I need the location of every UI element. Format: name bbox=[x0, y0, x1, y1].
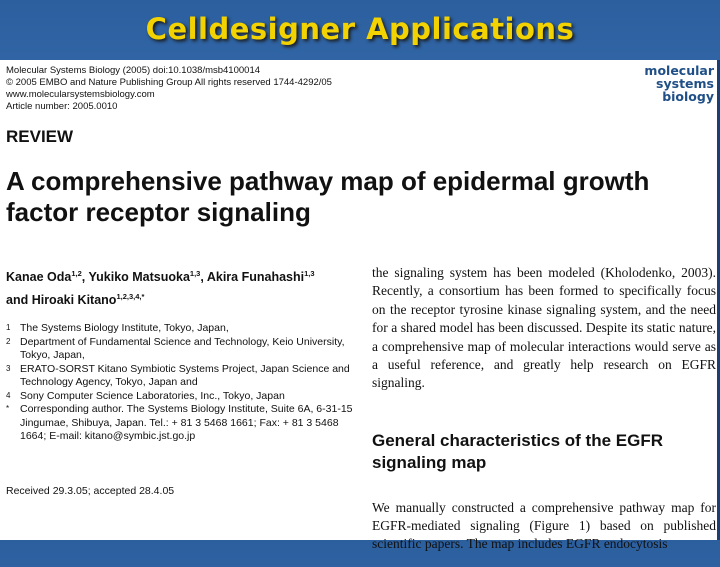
affiliation-text: Corresponding author. The Systems Biology Institute, Suite 6A, 6-31-15 Jingumae, Shibuya, Japan. Tel.: + 81 3 5468 1661; Fax: + 81 3 5468 1664; E-mail: kitano@symbic.jst.go.jp bbox=[20, 403, 353, 442]
author-separator: , bbox=[200, 270, 207, 285]
author-name: Akira Funahashi bbox=[206, 270, 305, 285]
article-number: Article number: 2005.0010 bbox=[6, 101, 118, 112]
author-name: Kanae Oda bbox=[6, 270, 72, 285]
affiliation-text: Sony Computer Science Laboratories, Inc., Tokyo, Japan bbox=[20, 389, 285, 402]
author-affiliation-marks: 1,3 bbox=[189, 269, 201, 278]
affiliation-list bbox=[6, 322, 361, 444]
logo-line: molecular bbox=[644, 63, 714, 78]
affiliation-mark: 4 bbox=[6, 390, 11, 400]
affiliation-text: The Systems Biology Institute, Tokyo, Japan, bbox=[20, 322, 229, 334]
affiliation-item bbox=[6, 322, 361, 336]
affiliation-mark: * bbox=[6, 404, 10, 413]
affiliation-item bbox=[6, 363, 361, 390]
affiliation-item bbox=[6, 390, 361, 404]
author-name: and Hiroaki Kitano bbox=[6, 293, 117, 308]
journal-logo bbox=[644, 64, 714, 103]
affiliation-mark: 2 bbox=[6, 336, 11, 346]
received-dates: Received 29.3.05; accepted 28.4.05 bbox=[6, 485, 175, 497]
body-paragraph: We manually constructed a comprehensive pathway map for EGFR-mediated signaling (Figure 1) based on published scientific papers. The map includes EGFR endocytosis bbox=[372, 499, 716, 552]
affiliation-mark: 3 bbox=[6, 363, 11, 373]
journal-citation: Molecular Systems Biology (2005) doi:10.1038/msb4100014 bbox=[6, 65, 261, 76]
logo-line: biology bbox=[662, 89, 714, 104]
body-text-column bbox=[372, 264, 716, 393]
logo-line: systems bbox=[656, 76, 714, 91]
section-body bbox=[372, 485, 716, 567]
body-paragraph: the signaling system has been modeled (Kholodenko, 2003). Recently, a consortium has been formed to specifically focus on the receptor tyrosine kinase signaling system, and the need for a shared model has been discussed. Despite its static nature, a comprehensive map of molecular interactions would serve as a useful reference, and greatly help research on EGFR signaling. bbox=[372, 265, 716, 391]
affiliation-text: Department of Fundamental Science and Technology, Keio University, Tokyo, Japan, bbox=[20, 335, 345, 361]
section-heading: General characteristics of the EGFR signaling map bbox=[372, 431, 663, 472]
copyright-line: © 2005 EMBO and Nature Publishing Group All rights reserved 1744-4292/05 bbox=[6, 77, 332, 88]
author-name: Yukiko Matsuoka bbox=[88, 270, 190, 285]
slide-title: Celldesigner Applications bbox=[145, 12, 575, 46]
section-type-label: REVIEW bbox=[6, 127, 74, 146]
paper-page bbox=[0, 60, 720, 552]
author-affiliation-marks: 1,2 bbox=[71, 269, 82, 278]
affiliation-text: ERATO-SORST Kitano Symbiotic Systems Project, Japan Science and Technology Agency, Tokyo, Japan and bbox=[20, 362, 350, 388]
corresponding-author bbox=[6, 403, 361, 444]
author-separator: , bbox=[81, 270, 89, 285]
author-list bbox=[6, 264, 361, 310]
author-affiliation-marks: 1,3 bbox=[304, 269, 315, 278]
paper-title: A comprehensive pathway map of epidermal growth factor receptor signaling bbox=[6, 166, 650, 227]
author-affiliation-marks: 1,2,3,4,* bbox=[116, 292, 145, 302]
journal-website: www.molecularsystemsbiology.com bbox=[6, 89, 155, 100]
affiliation-item bbox=[6, 336, 361, 363]
affiliation-mark: 1 bbox=[6, 323, 11, 332]
